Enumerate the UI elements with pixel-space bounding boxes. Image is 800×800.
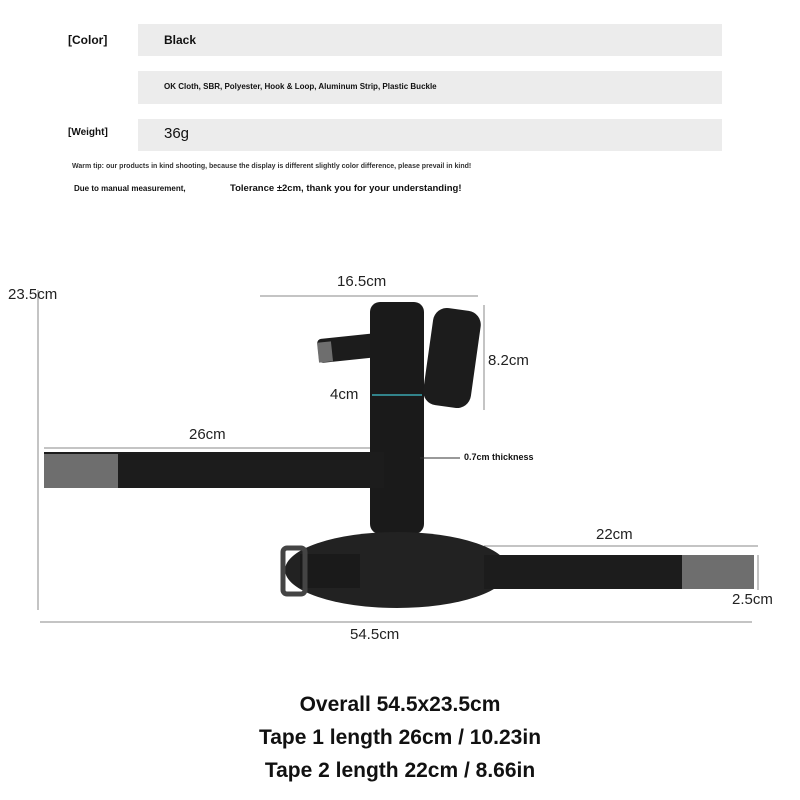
manual-measurement-note: Due to manual measurement,: [74, 184, 186, 193]
overall-width-label: 54.5cm: [350, 626, 400, 643]
thumb-strap-velcro: [317, 341, 333, 362]
summary-overall: Overall 54.5x23.5cm: [299, 693, 501, 716]
height-label: 23.5cm: [8, 286, 58, 303]
tape1-velcro-end: [44, 454, 118, 488]
material-value: OK Cloth, SBR, Polyester, Hook & Loop, Aluminum Strip, Plastic Buckle: [164, 82, 437, 91]
summary-tape1: Tape 1 length 26cm / 10.23in: [258, 726, 542, 749]
weight-label: [Weight]: [68, 127, 108, 138]
tape2-velcro-end: [682, 555, 754, 589]
tape2-length-label: 22cm: [596, 526, 633, 543]
warm-tip: Warm tip: our products in kind shooting, because the display is different slightly color difference, please prevail in kind!: [72, 163, 472, 170]
tape-width-label: 2.5cm: [732, 591, 773, 608]
strap-width-label: 4cm: [330, 386, 359, 403]
thickness-label: 0.7cm thickness: [464, 452, 534, 462]
buckle-strap: [300, 554, 360, 588]
tape1-length-label: 26cm: [189, 426, 226, 443]
tolerance-note: Tolerance ±2cm, thank you for your understanding!: [230, 183, 462, 194]
summary-tape2: Tape 2 length 22cm / 8.66in: [264, 759, 536, 782]
thumb-tab: [421, 306, 482, 410]
tab-height-label: 8.2cm: [488, 352, 529, 369]
color-value: Black: [164, 33, 197, 47]
color-label: [Color]: [68, 33, 108, 47]
weight-value: 36g: [164, 125, 190, 142]
top-width-label: 16.5cm: [337, 273, 387, 290]
vertical-strap: [370, 302, 424, 534]
